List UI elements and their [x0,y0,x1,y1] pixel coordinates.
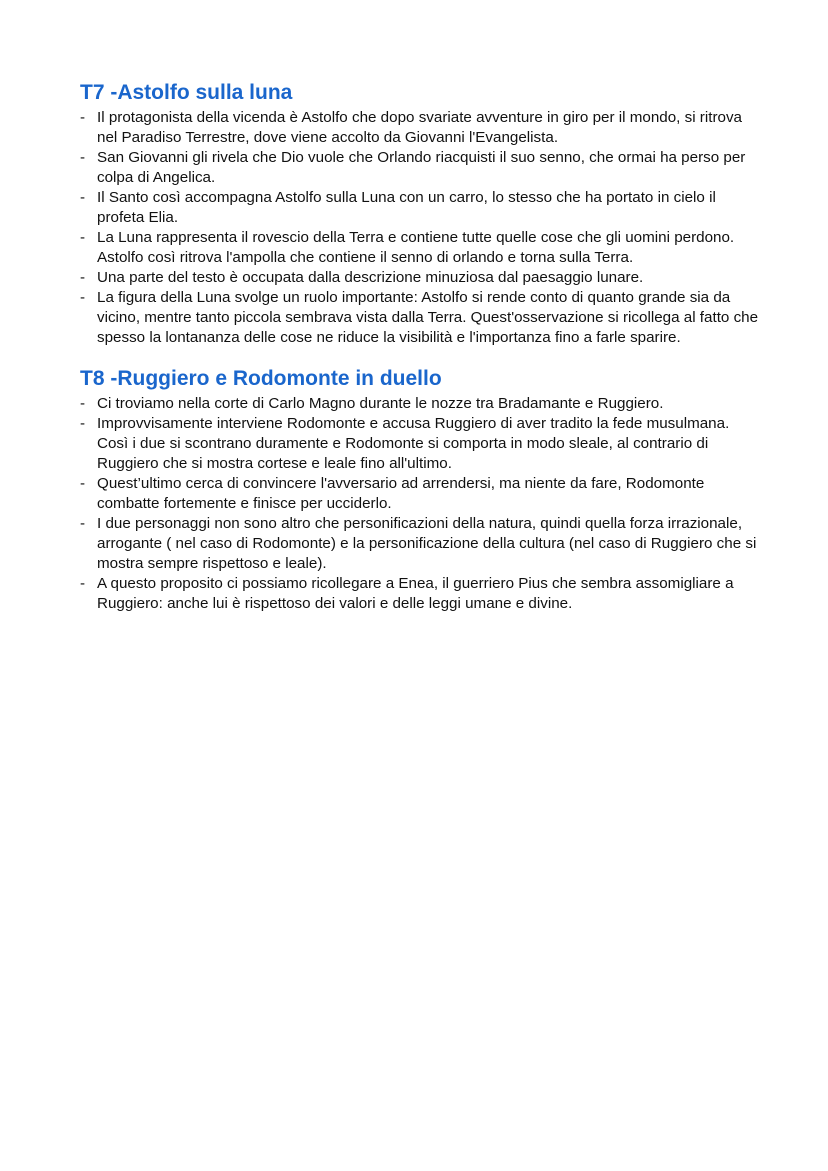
dash-marker: - [80,575,86,592]
bullet-text: San Giovanni gli rivela che Dio vuole che Orlando riacquisti il suo senno, che ormai ha perso per colpa di Angelica. [97,149,746,186]
dash-marker: - [80,415,86,432]
dash-marker: - [80,515,86,532]
dash-marker: - [80,109,86,126]
bullet-text: A questo proposito ci possiamo ricollegare a Enea, il guerriero Pius che sembra assomigliare a Ruggiero: anche lui è rispettoso dei valori e delle leggi umane e divine. [97,575,734,612]
bullet-item [80,394,760,414]
section-t8 [80,366,760,614]
bullet-item [80,268,760,288]
bullet-text: Quest’ultimo cerca di convincere l'avversario ad arrendersi, ma niente da fare, Rodomonte combatte fortemente e finisce per ucciderlo. [97,475,705,512]
bullet-item [80,108,760,148]
dash-marker: - [80,149,86,166]
bullet-text: Il protagonista della vicenda è Astolfo che dopo svariate avventure in giro per il mondo, si ritrova nel Paradiso Terrestre, dove viene accolto da Giovanni l'Evangelista. [97,109,742,146]
dash-marker: - [80,189,86,206]
bullet-item [80,228,760,268]
bullet-text: Ci troviamo nella corte di Carlo Magno durante le nozze tra Bradamante e Ruggiero. [97,395,664,412]
dash-marker: - [80,289,86,306]
bullet-item [80,148,760,188]
dash-marker: - [80,395,86,412]
bullet-list [80,108,760,348]
bullet-item [80,574,760,614]
section-t7 [80,80,760,348]
bullet-text: Una parte del testo è occupata dalla descrizione minuziosa dal paesaggio lunare. [97,269,644,286]
dash-marker: - [80,475,86,492]
bullet-item [80,514,760,574]
dash-marker: - [80,269,86,286]
bullet-item [80,474,760,514]
bullet-item [80,288,760,348]
bullet-text: Improvvisamente interviene Rodomonte e accusa Ruggiero di aver tradito la fede musulmana. Così i due si scontrano duramente e Rodomonte si comporta in modo sleale, al contrario di Ruggiero che si mostra cortese e leale fino all'ultimo. [97,415,730,472]
bullet-item [80,414,760,474]
bullet-text: Il Santo così accompagna Astolfo sulla Luna con un carro, lo stesso che ha portato in cielo il profeta Elia. [97,189,716,226]
bullet-list [80,394,760,614]
dash-marker: - [80,229,86,246]
bullet-text: I due personaggi non sono altro che personificazioni della natura, quindi quella forza irrazionale, arrogante ( nel caso di Rodomonte) e la personificazione della cultura (nel caso di Ruggiero che si mostra sempre rispettoso e leale). [97,515,757,572]
bullet-text: La Luna rappresenta il rovescio della Terra e contiene tutte quelle cose che gli uomini perdono. Astolfo così ritrova l'ampolla che contiene il senno di orlando e torna sulla Terra. [97,229,735,266]
bullet-item [80,188,760,228]
document-page [80,80,760,632]
bullet-text: La figura della Luna svolge un ruolo importante: Astolfo si rende conto di quanto grande sia da vicino, mentre tanto piccola sembrava vista dalla Terra. Quest'osservazione si ricollega al fatto che spesso la lontananza delle cose ne riduce la visibilità e l'importanza fino a farle sparire. [97,289,759,346]
section-title: T8 -Ruggiero e Rodomonte in duello [80,367,442,390]
section-title: T7 -Astolfo sulla luna [80,81,293,104]
